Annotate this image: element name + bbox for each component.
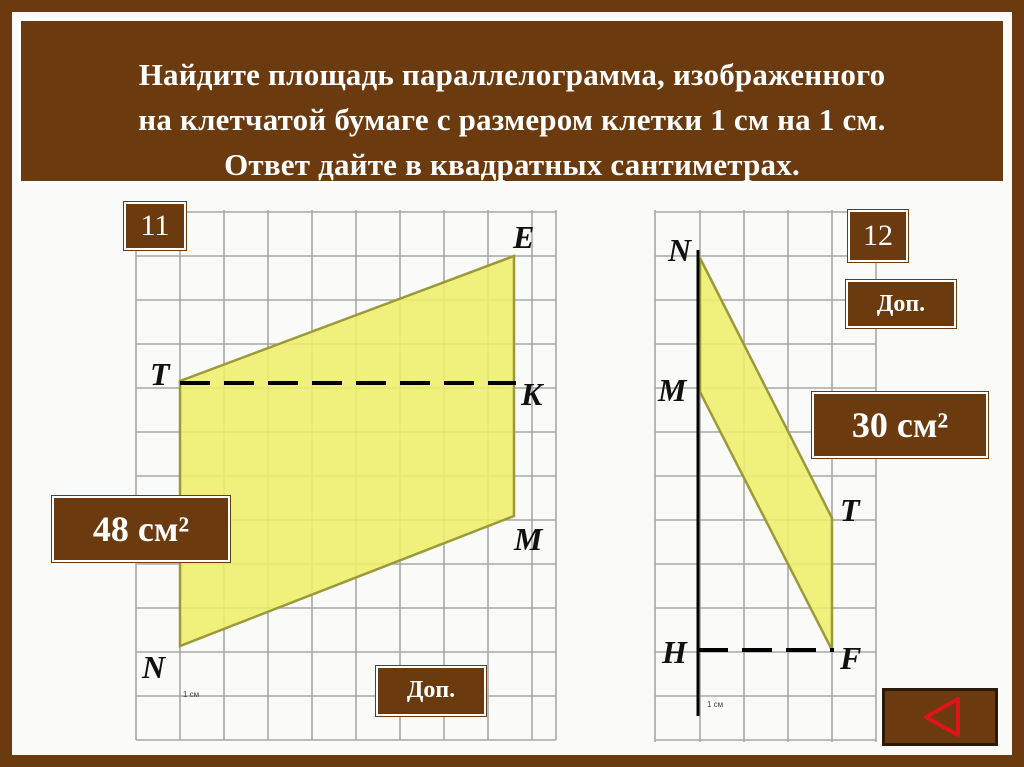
label-h-12: H bbox=[662, 634, 687, 670]
statement-line-2: на клетчатой бумаге с размером клетки 1 см на 1 см. bbox=[138, 102, 886, 137]
label-t: T bbox=[150, 356, 170, 392]
label-n: N bbox=[142, 649, 166, 685]
task-number-11: 11 bbox=[124, 202, 186, 250]
hint-button-11[interactable]: Доп. bbox=[376, 666, 486, 716]
label-e: E bbox=[513, 219, 535, 255]
label-f-12: F bbox=[840, 640, 862, 676]
label-t-12: T bbox=[840, 492, 860, 528]
answer-12: 30 см² bbox=[812, 392, 988, 458]
task-number-12: 12 bbox=[848, 210, 908, 262]
hint-button-12[interactable]: Доп. bbox=[846, 280, 956, 328]
label-n-12: N bbox=[668, 232, 692, 268]
scale-note-12: 1 см bbox=[707, 700, 724, 709]
statement-line-3: Ответ дайте в квадратных сантиметрах. bbox=[224, 147, 800, 182]
back-button[interactable] bbox=[882, 688, 998, 746]
scale-note-11: 1 см bbox=[183, 690, 200, 699]
label-m: M bbox=[514, 521, 543, 557]
statement-line-1: Найдите площадь параллелограмма, изображенного bbox=[138, 57, 886, 92]
answer-11: 48 см² bbox=[52, 496, 230, 562]
label-m-12: M bbox=[658, 372, 687, 408]
parallelogram-11 bbox=[180, 256, 514, 646]
label-k: K bbox=[521, 376, 543, 412]
